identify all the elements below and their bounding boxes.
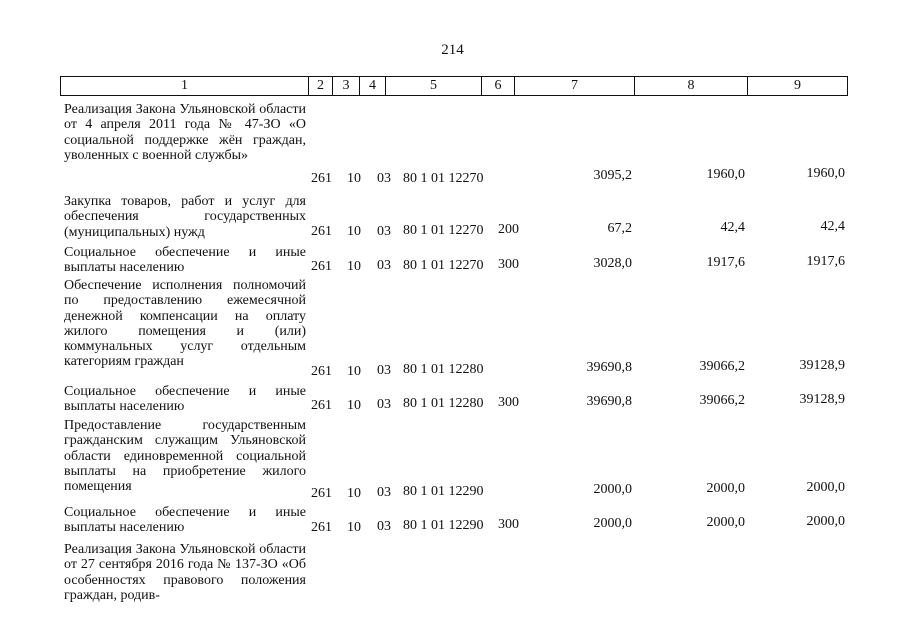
page-number: 214 bbox=[441, 42, 464, 58]
row-code-2: 261 bbox=[311, 398, 332, 413]
row-code-4: 03 bbox=[377, 171, 391, 186]
row-label: Социальное обеспечение и иные выплаты населению bbox=[64, 384, 306, 415]
row-value-9: 1917,6 bbox=[806, 254, 845, 269]
row-code-3: 10 bbox=[347, 364, 361, 379]
row-value-7: 39690,8 bbox=[586, 360, 632, 375]
row-value-8: 42,4 bbox=[720, 220, 745, 235]
row-code-2: 261 bbox=[311, 364, 332, 379]
row-code-5: 80 1 01 12270 bbox=[403, 258, 484, 273]
row-value-9: 39128,9 bbox=[799, 392, 845, 407]
row-code-6: 200 bbox=[498, 222, 519, 237]
row-code-4: 03 bbox=[377, 519, 391, 534]
header-col-4: 4 bbox=[359, 77, 385, 95]
row-value-8: 39066,2 bbox=[699, 359, 745, 374]
row-value-9: 2000,0 bbox=[806, 514, 845, 529]
header-col-6: 6 bbox=[481, 77, 514, 95]
row-label: Предоставление государственным гражданским служащим Ульяновской области единовременной социальной выплаты на приобретение жилого помещения bbox=[64, 418, 306, 495]
row-value-9: 39128,9 bbox=[799, 358, 845, 373]
row-code-4: 03 bbox=[377, 397, 391, 412]
row-code-2: 261 bbox=[311, 259, 332, 274]
header-col-9: 9 bbox=[747, 77, 847, 95]
row-code-3: 10 bbox=[347, 486, 361, 501]
row-value-8: 39066,2 bbox=[699, 393, 745, 408]
row-code-3: 10 bbox=[347, 398, 361, 413]
row-code-5: 80 1 01 12290 bbox=[403, 518, 484, 533]
row-code-3: 10 bbox=[347, 224, 361, 239]
row-code-3: 10 bbox=[347, 520, 361, 535]
header-col-7: 7 bbox=[514, 77, 634, 95]
row-code-5: 80 1 01 12290 bbox=[403, 484, 484, 499]
row-label: Обеспечение исполнения полномочий по предоставлению ежемесячной денежной компенсации на оплату жилого помещения и (или) коммунальных услуг отдельным категориям граждан bbox=[64, 278, 306, 370]
row-value-9: 1960,0 bbox=[806, 166, 845, 181]
row-value-7: 3028,0 bbox=[593, 256, 632, 271]
header-col-5: 5 bbox=[385, 77, 481, 95]
header-col-2: 2 bbox=[308, 77, 332, 95]
row-value-7: 39690,8 bbox=[586, 394, 632, 409]
row-label: Реализация Закона Ульяновской области от 4 апреля 2011 года № 47-ЗО «О социальной поддержке жён граждан, уволенных с военной службы» bbox=[64, 102, 306, 163]
row-value-9: 42,4 bbox=[820, 219, 845, 234]
row-code-2: 261 bbox=[311, 486, 332, 501]
row-label: Реализация Закона Ульяновской области от 27 сентября 2016 года № 137-ЗО «Об особенностях правового положения граждан, родив- bbox=[64, 542, 306, 603]
header-col-3: 3 bbox=[332, 77, 359, 95]
row-code-5: 80 1 01 12280 bbox=[403, 362, 484, 377]
row-label: Социальное обеспечение и иные выплаты населению bbox=[64, 505, 306, 536]
row-value-9: 2000,0 bbox=[806, 480, 845, 495]
header-col-1: 1 bbox=[181, 78, 188, 93]
row-code-3: 10 bbox=[347, 259, 361, 274]
row-code-3: 10 bbox=[347, 171, 361, 186]
row-code-6: 300 bbox=[498, 257, 519, 272]
row-code-6: 300 bbox=[498, 395, 519, 410]
row-code-6: 300 bbox=[498, 517, 519, 532]
row-code-5: 80 1 01 12270 bbox=[403, 223, 484, 238]
header-col-8: 8 bbox=[634, 77, 747, 95]
row-value-7: 67,2 bbox=[607, 221, 632, 236]
row-value-7: 2000,0 bbox=[593, 482, 632, 497]
row-code-5: 80 1 01 12280 bbox=[403, 396, 484, 411]
row-value-7: 3095,2 bbox=[593, 168, 632, 183]
row-code-2: 261 bbox=[311, 520, 332, 535]
row-value-8: 1960,0 bbox=[706, 167, 745, 182]
row-value-8: 2000,0 bbox=[706, 481, 745, 496]
row-code-4: 03 bbox=[377, 224, 391, 239]
row-value-8: 2000,0 bbox=[706, 515, 745, 530]
row-value-8: 1917,6 bbox=[706, 255, 745, 270]
row-value-7: 2000,0 bbox=[593, 516, 632, 531]
row-code-2: 261 bbox=[311, 224, 332, 239]
row-code-4: 03 bbox=[377, 258, 391, 273]
row-label: Социальное обеспечение и иные выплаты населению bbox=[64, 245, 306, 276]
row-code-2: 261 bbox=[311, 171, 332, 186]
row-code-4: 03 bbox=[377, 363, 391, 378]
row-code-4: 03 bbox=[377, 485, 391, 500]
row-label: Закупка товаров, работ и услуг для обеспечения государственных (муниципальных) нужд bbox=[64, 194, 306, 240]
row-code-5: 80 1 01 12270 bbox=[403, 171, 484, 186]
